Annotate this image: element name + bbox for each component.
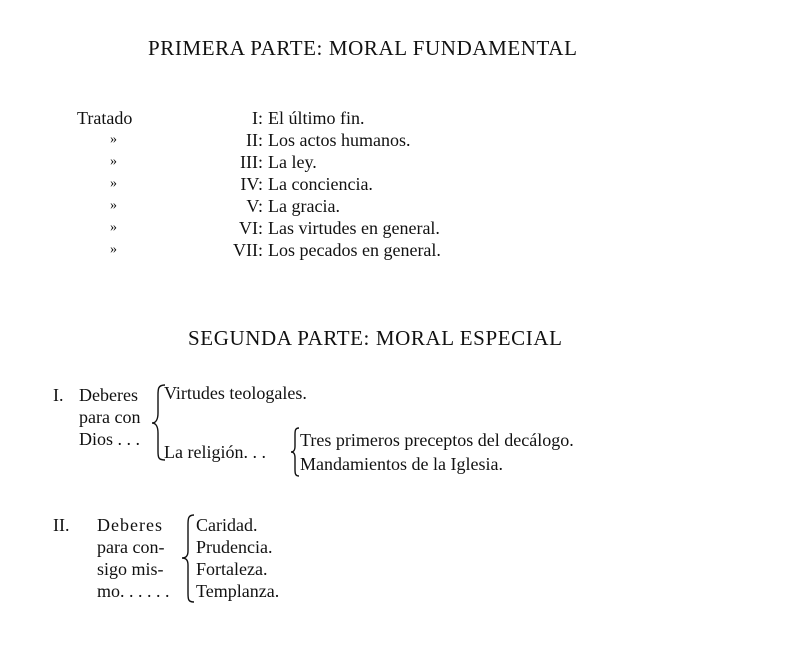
treatise-title: El último fin. [268,108,365,128]
section2-numeral: II. [53,515,70,535]
ditto-mark: » [110,132,117,147]
section2-label-line: mo. . . . . . [97,581,170,601]
treatise-numeral: III: [240,152,263,172]
section2-item: Templanza. [196,581,280,601]
treatise-numeral: IV: [240,174,263,194]
religion-subitem: Mandamientos de la Iglesia. [300,454,503,474]
treatise-title: La conciencia. [268,174,373,194]
part1-heading: PRIMERA PARTE: MORAL FUNDAMENTAL [148,36,578,60]
treatise-title: Las virtudes en general. [268,218,440,238]
religion-subitem: Tres primeros preceptos del decálogo. [300,430,574,450]
section2-brace [178,513,198,605]
section1-item: Virtudes teologales. [164,383,307,403]
treatise-numeral: VI: [239,218,263,238]
section1-label-line: Deberes [79,385,138,405]
treatise-numeral: I: [252,108,263,128]
section1-item-religion: La religión. . . [164,442,266,462]
section1-label-line: Dios . . . [79,429,141,449]
treatise-label: Tratado [77,108,133,128]
treatise-numeral: VII: [233,240,263,260]
treatise-title: La ley. [268,152,317,172]
section2-label-line: sigo mis- [97,559,164,579]
treatise-title: La gracia. [268,196,340,216]
section2-item: Prudencia. [196,537,273,557]
section1-numeral: I. [53,385,64,405]
treatise-numeral: II: [246,130,263,150]
section2-item: Fortaleza. [196,559,268,579]
ditto-mark: » [110,198,117,213]
treatise-numeral: V: [246,196,263,216]
ditto-mark: » [110,220,117,235]
part2-heading: SEGUNDA PARTE: MORAL ESPECIAL [188,326,563,350]
ditto-mark: » [110,242,117,257]
section2-label-line: para con- [97,537,165,557]
ditto-mark: » [110,154,117,169]
treatise-title: Los pecados en general. [268,240,441,260]
section1-label-line: para con [79,407,141,427]
section2-item: Caridad. [196,515,258,535]
treatise-title: Los actos humanos. [268,130,411,150]
ditto-mark: » [110,176,117,191]
section2-label-line: Deberes [97,515,163,535]
